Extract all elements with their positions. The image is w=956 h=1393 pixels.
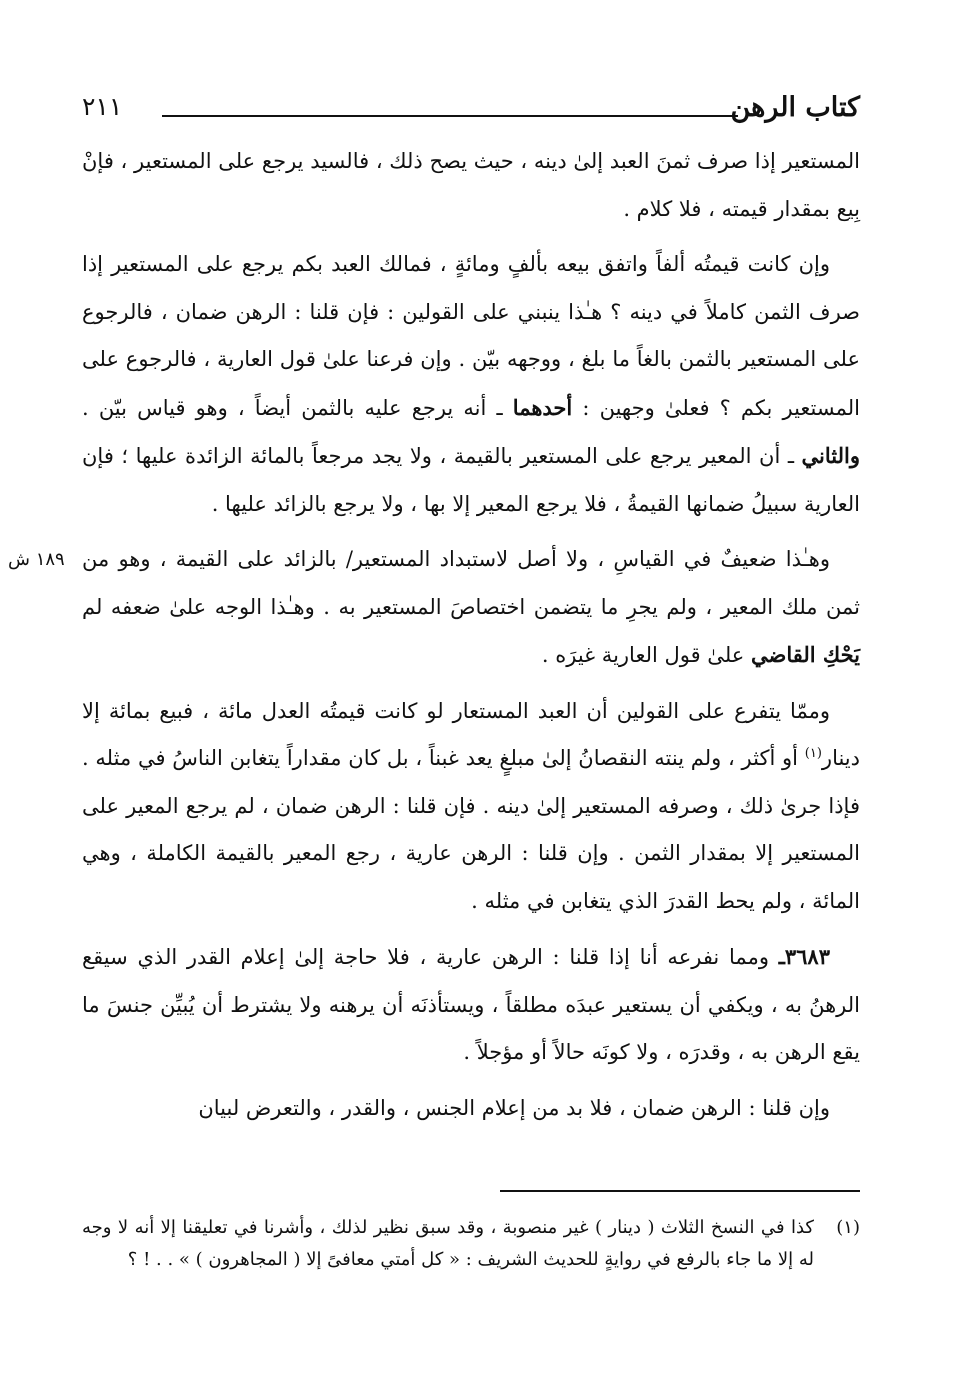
qadi-name: يَحْكِ القاضي [751,642,860,667]
first-opinion-text: ـ أنه يرجع عليه بالثمن أيضاً ، وهو قياس بيّن . [82,395,503,420]
footnote-divider [500,1190,860,1192]
paragraph-3-text-end: علىٰ قول العارية غيرَه . [541,643,745,667]
page-header [82,84,860,134]
section-number: ٣٦٨٣ـ [778,944,830,969]
paragraph-4-text-end: أو أكثر ، ولم ينته النقصانُ إلىٰ مبلغٍ يعد غبناً ، بل كان مقداراً يتغابن الناسُ في مثله . فإذا جرىٰ ذلك ، وصرفه المستعير إلىٰ دينه . فإن قلنا : الرهن ضمان ، لم يرجع المعير على المستعير إلا بمقدار الثمن . وإن قلنا : الرهن عارية ، رجع المعير بالقيمة الكاملة ، وهي المائة ، ولم يحط القدرَ الذي يتغابن في مثله . [82,746,860,913]
page-number: ٢١١ [82,92,123,121]
second-opinion-label: والثاني [801,443,860,468]
paragraph-3-text-start: وهـٰذا ضعيفٌ في القياسِ ، ولا أصل لاستبداد المستعير/ بالزائد على القيمة ، وهو من ثمن ملك المعير ، ولم يجرِ ما يتضمن اختصاصَ المستعير به . وهـٰذا الوجه علىٰ ضعفه لم [82,547,860,619]
main-text [8,138,860,1140]
paragraph-4 [82,688,860,926]
paragraph-1 [82,138,860,233]
header-rule [162,115,738,117]
paragraph-2-text: وإن كانت قيمتُه ألفاً واتفق بيعه بألفٍ ومائةٍ ، فمالك العبد بكم يرجع على المستعير إذا صرف الثمن كاملاً في دينه ؟ هـٰذا ينبني على القولين : فإن قلنا : الرهن ضمان ، فالرجوع على المستعير بالثمن بالغاً ما بلغ ، ووجهه بيّن . وإن فرعنا علىٰ قول العارية ، فالرجوع على المستعير بكم ؟ فعلىٰ وجهين : [82,252,860,420]
paragraph-3 [8,536,860,680]
footnote-1 [82,1212,860,1276]
footnote-text: كذا في النسخ الثلاث ( دينار ) غير منصوبة ، وقد سبق نظير لذلك ، وأشرنا في تعليقنا إلا أنه لا وجه له إلا ما جاء بالرفع في روايةٍ للحديث الشريف : « كل أمتي معافىً إلا ( المجاهرون ) » . . ! ؟ [82,1217,814,1270]
first-opinion-label: أحدهما [512,394,573,420]
second-opinion-text: ـ أن المعير يرجع على المستعير بالقيمة ، ولا يجد مرجعاً بالمائة الزائدة عليها ؛ فإن العارية سبيلُ ضمانها القيمةُ ، فلا يرجع المعير إلا بها ، ولا يرجع بالزائد عليها . [82,444,860,516]
paragraph-6 [82,1085,860,1133]
footnote-marker: (١) [836,1217,860,1238]
manuscript-folio-note: ١٨٩ ش [8,549,65,570]
paragraph-6-text: وإن قلنا : الرهن ضمان ، فلا بد من إعلام الجنس ، والقدر ، والتعرض لبيان [198,1095,830,1120]
paragraph-5 [82,933,860,1077]
footnotes [82,1212,860,1276]
paragraph-2 [82,241,860,528]
footnote-reference[interactable]: (١) [804,746,822,761]
chapter-title: كتاب الرهن [730,92,860,123]
paragraph-1-text: المستعير إذا صرف ثمنَ العبد إلىٰ دينه ، حيث يصح ذلك ، فالسيد يرجع على المستعير ، فإنْ بِيع بمقدار قيمته ، فلا كلام . [82,149,860,221]
paragraph-4-text-start: وممّا يتفرع على القولين أن العبد المستعار لو كانت قيمتُه العدل مائة ، فبيع بمائة إلا دينار [82,698,860,770]
paragraph-5-text: ومما نفرعه أنا إذا قلنا : الرهن عارية ، فلا حاجة إلىٰ إعلام القدر الذي سيقع الرهنُ به ، ويكفي أن يستعير عبدَه مطلقاً ، ويستأذنَه أن يرهنه ولا يشترط أن يُبيِّن جنسَ ما يقع الرهن به ، وقدرَه ، ولا كونَه حالاً أو مؤجلاً . [82,945,860,1064]
